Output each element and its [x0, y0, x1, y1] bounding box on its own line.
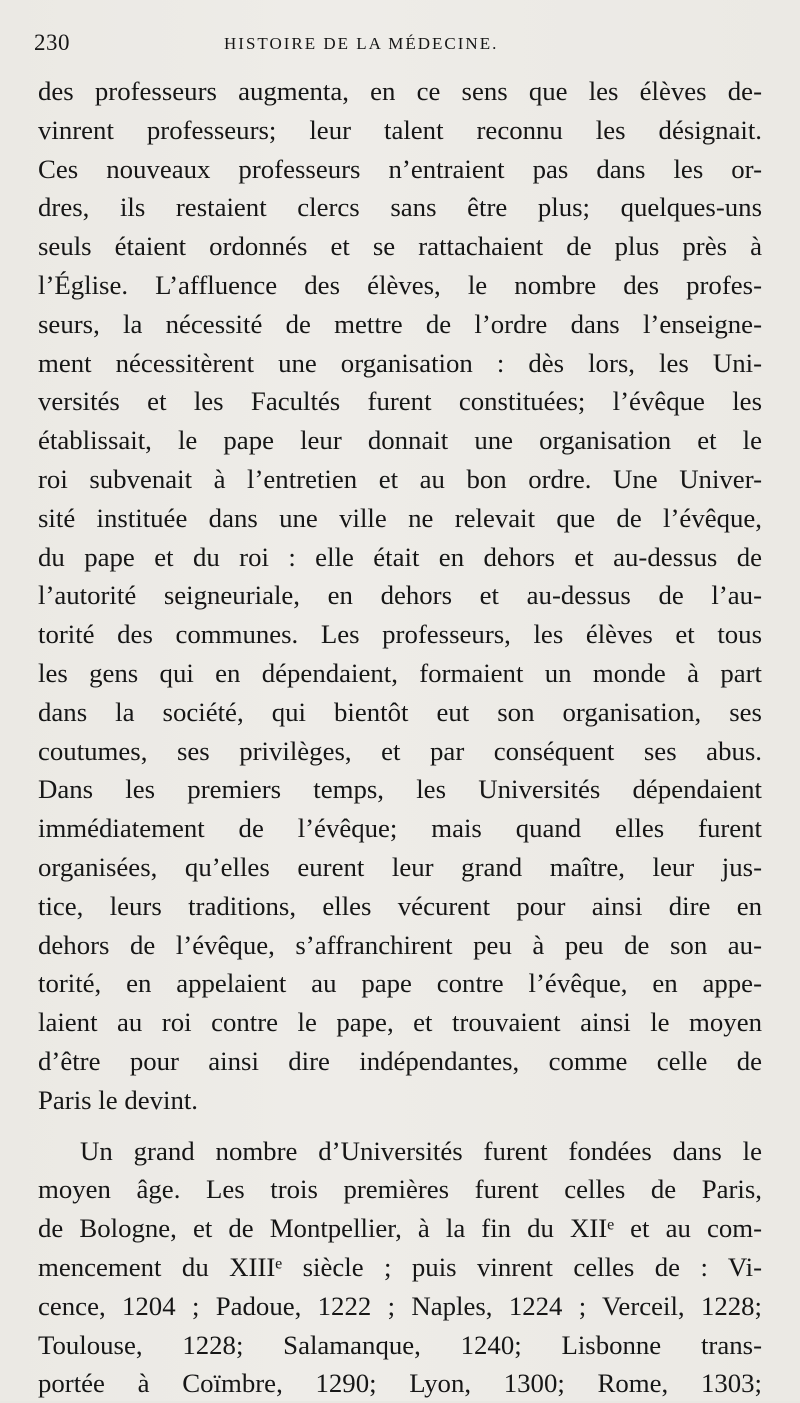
text-line: laient au roi contre le pape, et trouvaient ainsi le moyen: [38, 1007, 762, 1038]
text-line: roi subvenait à l’entretien et au bon ordre. Une Univer-: [38, 463, 762, 494]
text-line: dans la société, qui bientôt eut son organisation, ses: [38, 696, 762, 727]
text-line: établissait, le pape leur donnait une organisation et le: [38, 425, 762, 456]
text-line: de Bologne, et de Montpellier, à la fin du XIIᵉ et au com-: [38, 1213, 762, 1244]
text-line: torité, en appelaient au pape contre l’évêque, en appe-: [38, 968, 762, 999]
running-head: HISTOIRE DE LA MÉDECINE.: [224, 34, 499, 53]
text-line: Toulouse, 1228; Salamanque, 1240; Lisbonne trans-: [38, 1329, 762, 1360]
paragraph-2: [38, 1132, 762, 1403]
text-line: ment nécessitèrent une organisation : dès lors, les Uni-: [38, 347, 762, 378]
body-text: [38, 72, 762, 1403]
page-number: 230: [34, 30, 70, 55]
text-line: seurs, la nécessité de mettre de l’ordre dans l’enseigne-: [38, 308, 762, 339]
text-line: cence, 1204 ; Padoue, 1222 ; Naples, 1224 ; Verceil, 1228;: [38, 1290, 762, 1321]
text-line: du pape et du roi : elle était en dehors et au-dessus de: [38, 541, 762, 572]
text-line: organisées, qu’elles eurent leur grand maître, leur jus-: [38, 851, 762, 882]
text-line: des professeurs augmenta, en ce sens que les élèves de-: [38, 76, 762, 106]
text-line: moyen âge. Les trois premières furent celles de Paris,: [38, 1174, 762, 1205]
text-line: immédiatement de l’évêque; mais quand elles furent: [38, 813, 762, 844]
text-line: Dans les premiers temps, les Universités dépendaient: [38, 774, 762, 805]
text-line: vinrent professeurs; leur talent reconnu les désignait.: [38, 114, 762, 145]
text-line: Ces nouveaux professeurs n’entraient pas dans les or-: [38, 153, 762, 184]
text-line: portée à Coïmbre, 1290; Lyon, 1300; Rome, 1303;: [38, 1368, 762, 1399]
text-line: sité instituée dans une ville ne relevait que de l’évêque,: [38, 502, 762, 533]
text-line: seuls étaient ordonnés et se rattachaient de plus près à: [38, 231, 762, 262]
paragraph-1: [38, 72, 762, 1120]
text-line: l’autorité seigneuriale, en dehors et au-dessus de l’au-: [38, 580, 762, 611]
text-line: versités et les Facultés furent constituées; l’évêque les: [38, 386, 762, 417]
page-header: [34, 30, 744, 62]
text-line: l’Église. L’affluence des élèves, le nombre des profes-: [38, 269, 762, 300]
text-line: les gens qui en dépendaient, formaient un monde à part: [38, 657, 762, 688]
text-line: tice, leurs traditions, elles vécurent pour ainsi dire en: [38, 890, 762, 921]
text-line: dehors de l’évêque, s’affranchirent peu à peu de son au-: [38, 929, 762, 960]
text-line: coutumes, ses privilèges, et par conséquent ses abus.: [38, 735, 762, 766]
text-line: d’être pour ainsi dire indépendantes, comme celle de: [38, 1045, 762, 1076]
text-line: Paris le devint.: [38, 1084, 199, 1115]
text-line: torité des communes. Les professeurs, les élèves et tous: [38, 619, 762, 650]
text-line: Un grand nombre d’Universités furent fondées dans le: [80, 1135, 762, 1166]
text-line: dres, ils restaient clercs sans être plus; quelques-uns: [38, 192, 762, 223]
text-line: mencement du XIIIᵉ siècle ; puis vinrent celles de : Vi-: [38, 1251, 762, 1282]
